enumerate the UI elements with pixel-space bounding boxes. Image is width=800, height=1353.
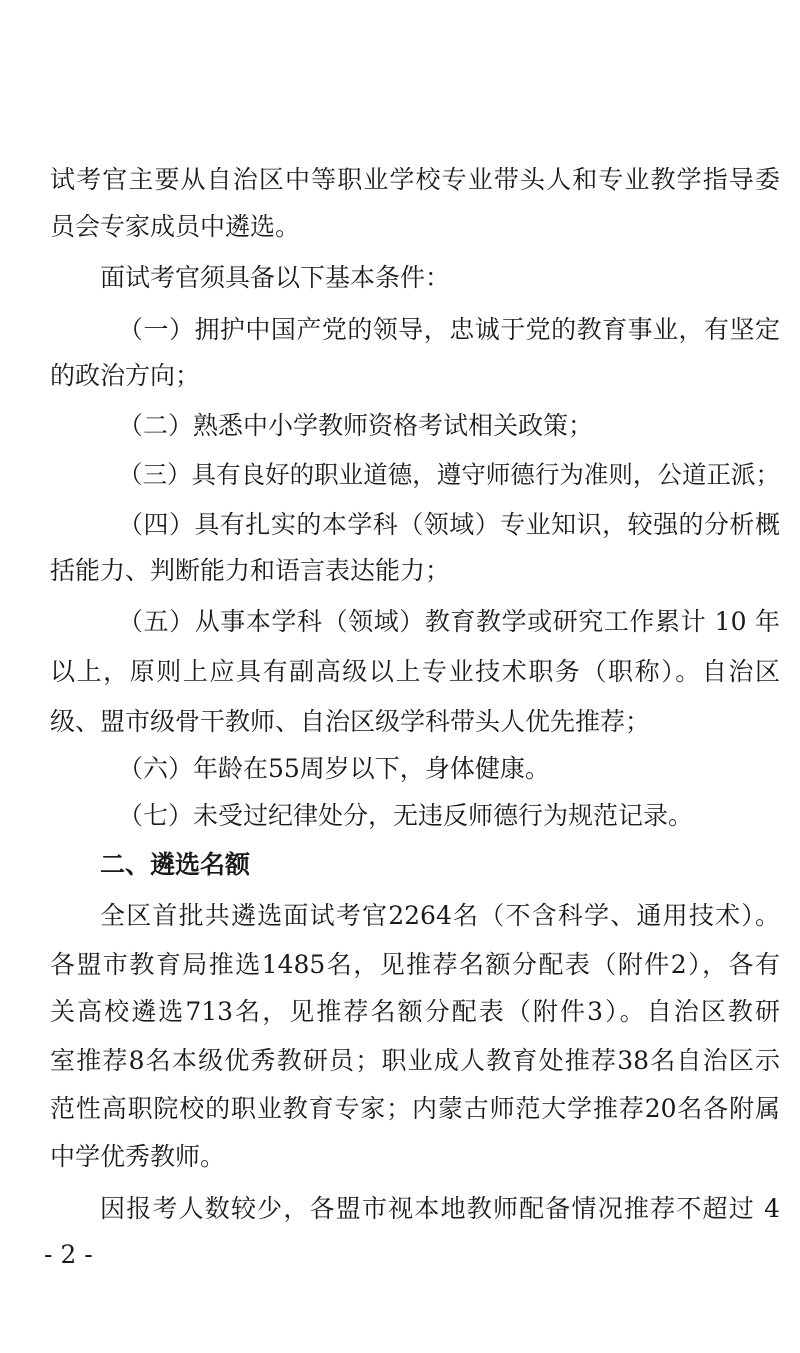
text-line: （五）从事本学科（领域）教育教学或研究工作累计 10 年 [118, 607, 780, 636]
text-line: 各盟市教育局推选1485名，见推荐名额分配表（附件2），各有 [50, 950, 780, 979]
text-line: （六）年龄在55周岁以下，身体健康。 [118, 754, 550, 783]
text-line: 因报考人数较少，各盟市视本地教师配备情况推荐不超过 4 [100, 1194, 780, 1223]
text-line: 试考官主要从自治区中等职业学校专业带头人和专业教学指导委 [50, 165, 780, 194]
page-number: - 2 - [44, 1240, 93, 1269]
text-line: （三）具有良好的职业道德，遵守师德行为准则，公道正派； [118, 460, 780, 489]
section-heading: 二、遴选名额 [100, 850, 251, 879]
text-line: 的政治方向； [50, 361, 201, 390]
text-line: 全区首批共遴选面试考官2264名（不含科学、通用技术）。 [100, 901, 780, 930]
text-line: 室推荐8名本级优秀教研员；职业成人教育处推荐38名自治区示 [50, 1046, 780, 1075]
text-line: 括能力、判断能力和语言表达能力； [50, 556, 451, 585]
text-line: 面试考官须具备以下基本条件： [100, 263, 451, 292]
text-line: （一）拥护中国产党的领导，忠诚于党的教育事业，有坚定 [118, 315, 780, 344]
text-line: （七）未受过纪律处分，无违反师德行为规范记录。 [118, 801, 694, 830]
text-line: 员会专家成员中遴选。 [50, 212, 301, 241]
text-line: （四）具有扎实的本学科（领域）专业知识，较强的分析概 [118, 510, 780, 539]
text-line: 中学优秀教师。 [50, 1142, 226, 1171]
text-line: 级、盟市级骨干教师、自治区级学科带头人优先推荐； [50, 707, 651, 736]
text-line: 关高校遴选713名，见推荐名额分配表（附件3）。自治区教研 [50, 997, 780, 1026]
text-line: 以上，原则上应具有副高级以上专业技术职务（职称）。自治区 [50, 657, 780, 686]
text-line: （二）熟悉中小学教师资格考试相关政策； [118, 411, 594, 440]
text-line: 范性高职院校的职业教育专家；内蒙古师范大学推荐20名各附属 [50, 1094, 780, 1123]
